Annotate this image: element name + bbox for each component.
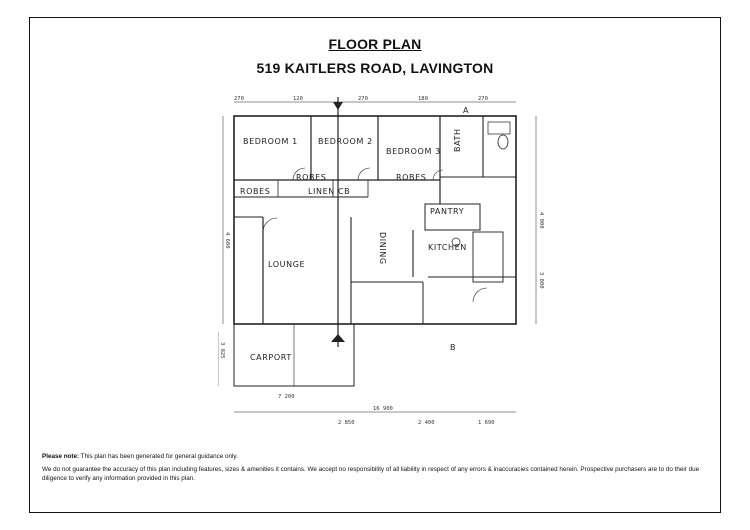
disclaimer: We do not guarantee the accuracy of this plan including features, sizes & amenities it contains. We accept no responsibility of all liability in respect of any errors & inaccuracies contained herein. Prospective purchasers are to do their due diligence to verify any information provided in this plan. [42,466,700,482]
room-linen: LINEN CB [308,187,351,196]
dim-top-1: 270 [234,96,244,102]
dim-bottom-2: 2 850 [338,420,355,426]
room-kitchen: KITCHEN [428,243,467,252]
note-text: This plan has been generated for general guidance only. [80,453,238,460]
room-bath: BATH [453,128,462,152]
room-bedroom-2: BEDROOM 2 [318,137,373,146]
dim-bottom-4: 1 690 [478,420,495,426]
dim-bottom-3: 2 400 [418,420,435,426]
dim-left-1: 4 600 [224,232,230,249]
room-robes-1: ROBES [240,187,271,196]
room-robes-3: ROBES [396,173,427,182]
room-bedroom-1: BEDROOM 1 [243,137,298,146]
outer-walls [234,116,516,324]
marker-b: B [450,343,457,352]
dim-carport-side: 3 825 [219,342,225,359]
dim-right-2: 3 800 [538,272,544,289]
floor-plan-drawing [218,92,563,447]
dim-top-2: 120 [293,96,303,102]
room-pantry: PANTRY [430,207,465,216]
room-carport: CARPORT [250,353,292,362]
room-bedroom-3: BEDROOM 3 [386,147,441,156]
dim-top-4: 180 [418,96,428,102]
room-dining: DINING [378,232,387,265]
room-robes-2: ROBES [296,173,327,182]
dim-bottom-total: 16 900 [373,406,393,412]
dim-top-3: 270 [358,96,368,102]
note-label: Please note: [42,453,80,460]
room-lounge: LOUNGE [268,260,306,269]
dim-top-5: 270 [478,96,488,102]
section-arrow-bottom [331,334,345,342]
marker-a: A [463,106,470,115]
note-line [42,452,712,461]
dim-carport-width: 7 200 [278,394,295,400]
page-title: FLOOR PLAN [328,36,422,52]
property-address: 519 KAITLERS ROAD, LAVINGTON [256,60,494,76]
footer-notes [42,452,712,487]
dim-right-1: 4 000 [538,212,544,229]
section-arrow-top [333,102,343,110]
